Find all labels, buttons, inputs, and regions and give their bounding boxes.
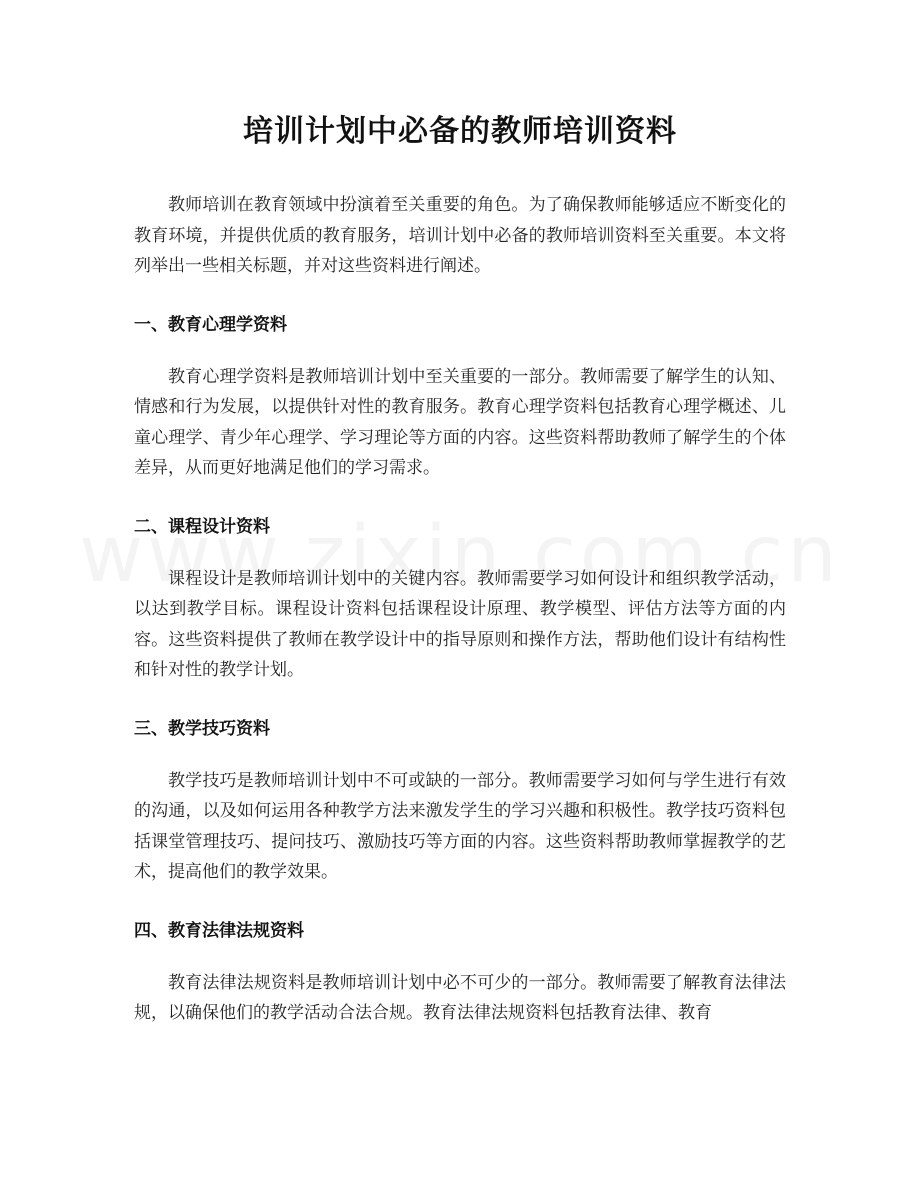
- section-heading-2: 二、课程设计资料: [134, 516, 270, 537]
- document-title: 培训计划中必备的教师培训资料: [243, 114, 677, 149]
- intro-paragraph: 教师培训在教育领域中扮演着至关重要的角色。为了确保教师能够适应不断变化的教育环境，并提供优质的教育服务，培训计划中必备的教师培训资料至关重要。本文将列举出一些相关标题，并对这些资料进行阐述。: [134, 195, 786, 276]
- section-body-4: 教育法律法规资料是教师培训计划中必不可少的一部分。教师需要了解教育法律法规，以确保他们的教学活动合法合规。教育法律法规资料包括教育法律、教育: [134, 972, 786, 1023]
- section-heading-3: 三、教学技巧资料: [134, 718, 270, 739]
- section-heading-1: 一、教育心理学资料: [134, 314, 287, 335]
- section-heading-4: 四、教育法律法规资料: [134, 920, 304, 941]
- section-body-3: 教学技巧是教师培训计划中不可或缺的一部分。教师需要学习如何与学生进行有效的沟通，以及如何运用各种教学方法来激发学生的学习兴趣和积极性。教学技巧资料包括课堂管理技巧、提问技巧、激励技巧等方面的内容。这些资料帮助教师掌握教学的艺术，提高他们的教学效果。: [134, 770, 786, 882]
- section-body-1: 教育心理学资料是教师培训计划中至关重要的一部分。教师需要了解学生的认知、情感和行为发展，以提供针对性的教育服务。教育心理学资料包括教育心理学概述、儿童心理学、青少年心理学、学习理论等方面的内容。这些资料帮助教师了解学生的个体差异，从而更好地满足他们的学习需求。: [134, 366, 786, 478]
- section-body-2: 课程设计是教师培训计划中的关键内容。教师需要学习如何设计和组织教学活动，以达到教学目标。课程设计资料包括课程设计原理、教学模型、评估方法等方面的内容。这些资料提供了教师在教学设计中的指导原则和操作方法，帮助他们设计有结构性和针对性的教学计划。: [134, 568, 786, 680]
